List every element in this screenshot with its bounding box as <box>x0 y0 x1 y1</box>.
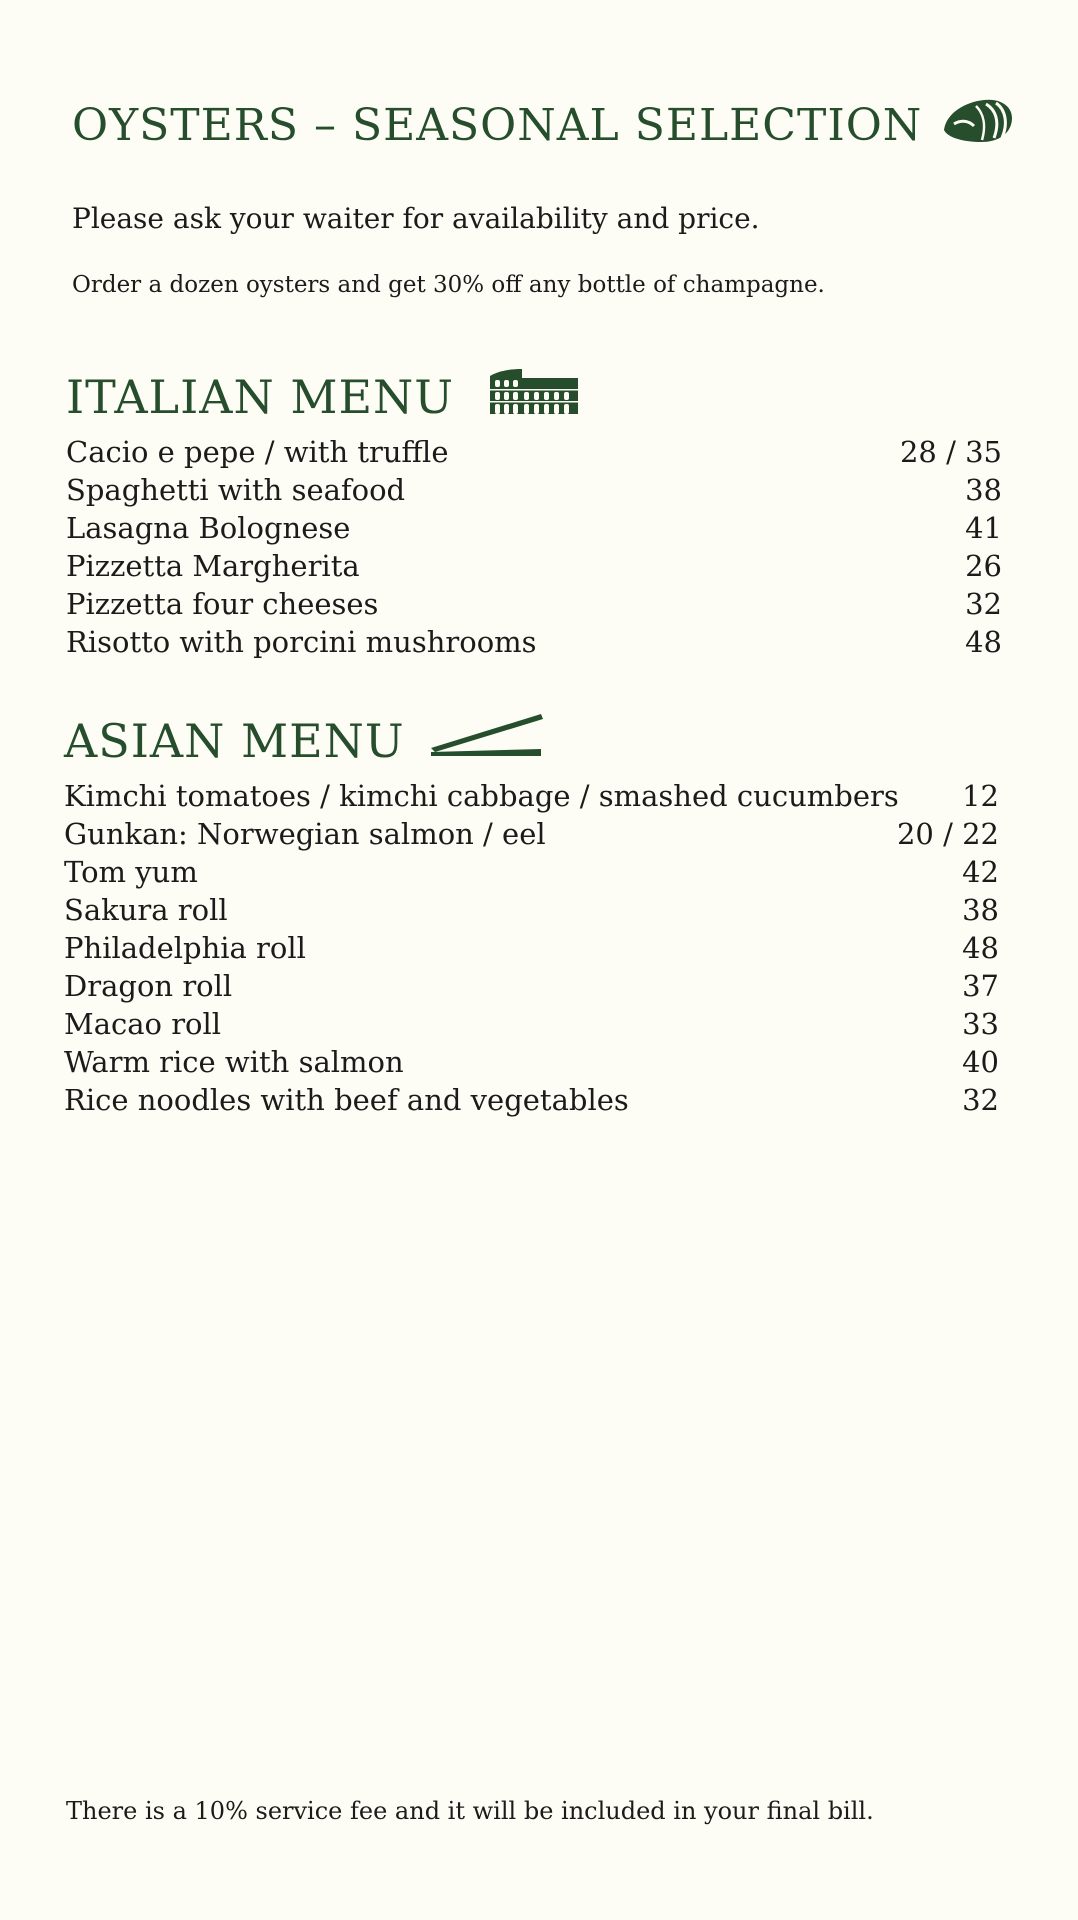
oysters-section-title <box>72 96 1016 155</box>
oysters-promo-note: Order a dozen oysters and get 30% off any bottle of champagne. <box>72 272 825 298</box>
menu-item <box>64 777 999 815</box>
italian-section-title <box>66 368 580 425</box>
menu-item <box>66 509 1002 547</box>
menu-item <box>66 433 1002 471</box>
menu-item-price: 40 <box>962 1045 999 1079</box>
menu-item-name: Risotto with porcini mushrooms <box>66 625 537 659</box>
colosseum-icon <box>488 368 580 425</box>
oyster-icon <box>940 96 1016 155</box>
menu-item <box>66 471 1002 509</box>
menu-item-name: Lasagna Bolognese <box>66 511 351 545</box>
menu-item <box>66 585 1002 623</box>
menu-item <box>64 929 999 967</box>
menu-item-price: 20 / 22 <box>896 817 999 851</box>
menu-item-price: 48 <box>962 931 999 965</box>
menu-item <box>66 547 1002 585</box>
chopsticks-icon <box>429 712 545 769</box>
menu-item-price: 32 <box>962 1083 999 1117</box>
menu-item-price: 38 <box>962 893 999 927</box>
menu-item <box>64 853 999 891</box>
menu-item-price: 26 <box>965 549 1002 583</box>
menu-item <box>64 967 999 1005</box>
menu-item-price: 32 <box>965 587 1002 621</box>
oysters-title-text: OYSTERS – SEASONAL SELECTION <box>72 100 923 151</box>
oysters-availability-note: Please ask your waiter for availability and price. <box>72 202 760 235</box>
menu-item-price: 41 <box>965 511 1002 545</box>
asian-title-text: ASIAN MENU <box>64 713 405 768</box>
menu-item-price: 48 <box>965 625 1002 659</box>
menu-item-price: 28 / 35 <box>899 435 1002 469</box>
menu-item <box>64 1005 999 1043</box>
menu-item-name: Pizzetta Margherita <box>66 549 360 583</box>
menu-item <box>64 891 999 929</box>
menu-item <box>64 1081 999 1119</box>
menu-item-name: Rice noodles with beef and vegetables <box>64 1083 629 1117</box>
menu-item-name: Cacio e pepe / with truffle <box>66 435 449 469</box>
menu-item-price: 37 <box>962 969 999 1003</box>
menu-item-name: Pizzetta four cheeses <box>66 587 379 621</box>
menu-item <box>64 815 999 853</box>
menu-item-price: 38 <box>965 473 1002 507</box>
service-fee-note: There is a 10% service fee and it will be included in your final bill. <box>66 1797 874 1825</box>
menu-item <box>66 623 1002 661</box>
menu-item-name: Dragon roll <box>64 969 233 1003</box>
italian-menu-list <box>66 433 1002 661</box>
menu-item-price: 42 <box>962 855 999 889</box>
menu-item-price: 33 <box>962 1007 999 1041</box>
menu-item-name: Spaghetti with seafood <box>66 473 406 507</box>
asian-section-title <box>64 712 545 769</box>
menu-item-name: Warm rice with salmon <box>64 1045 404 1079</box>
menu-item-name: Kimchi tomatoes / kimchi cabbage / smashed cucumbers <box>64 779 899 813</box>
menu-item-name: Philadelphia roll <box>64 931 306 965</box>
menu-item-name: Tom yum <box>64 855 198 889</box>
italian-title-text: ITALIAN MENU <box>66 369 455 424</box>
asian-menu-list <box>64 777 999 1119</box>
menu-item-name: Sakura roll <box>64 893 228 927</box>
menu-item-name: Gunkan: Norwegian salmon / eel <box>64 817 546 851</box>
menu-item <box>64 1043 999 1081</box>
menu-item-price: 12 <box>962 779 999 813</box>
menu-item-name: Macao roll <box>64 1007 222 1041</box>
